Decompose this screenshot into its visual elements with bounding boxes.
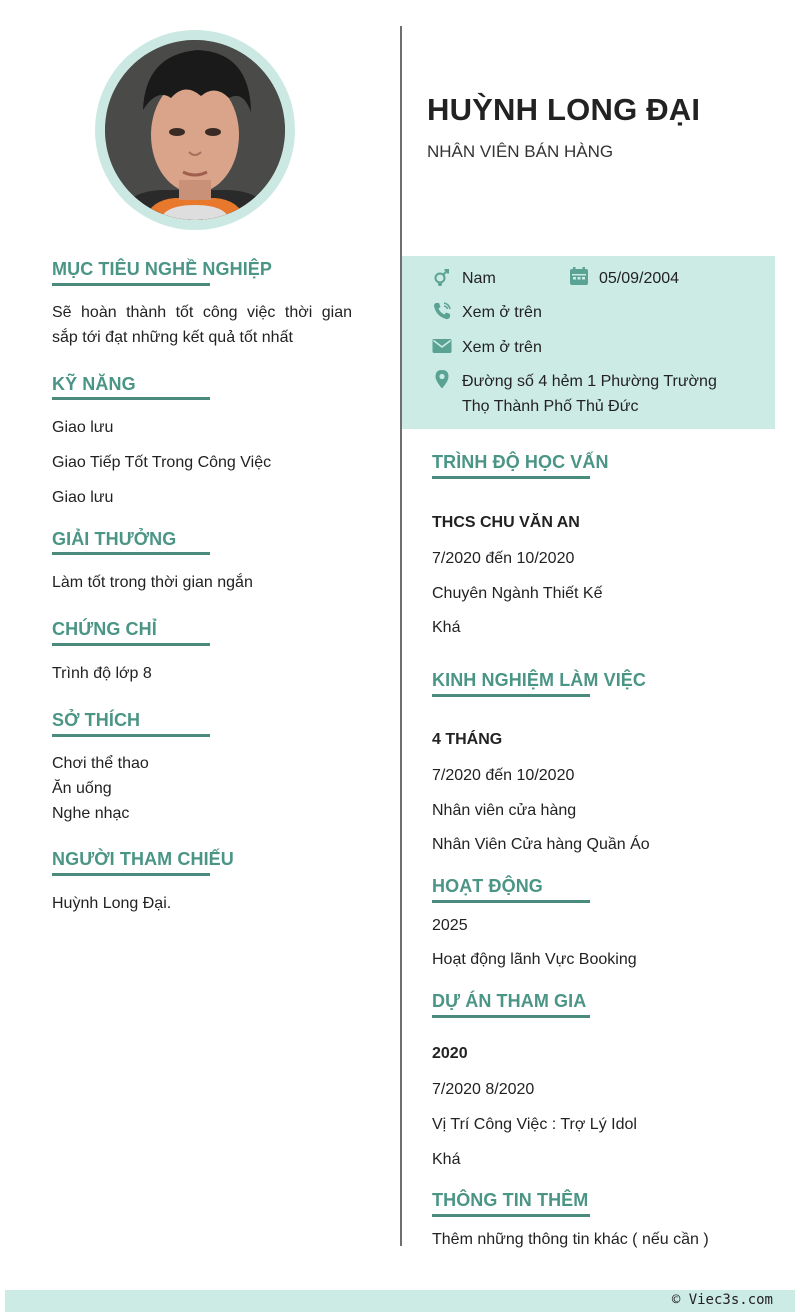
experience-description: Nhân Viên Cửa hàng Quần Áo: [432, 836, 650, 853]
skill-item: Giao Tiếp Tốt Trong Công Việc: [52, 454, 272, 471]
award-item: Làm tốt trong thời gian ngắn: [52, 574, 253, 591]
additional-info-title: THÔNG TIN THÊM: [432, 1190, 589, 1210]
experience-position: Nhân viên cửa hàng: [432, 802, 577, 819]
hobby-item: Chơi thể thao: [52, 755, 149, 772]
certificate-item: Trình độ lớp 8: [52, 665, 152, 682]
gender-value: Nam: [462, 270, 496, 287]
gender-icon: [432, 267, 452, 287]
objective-text-line-2: sắp tới đạt những kết quả tốt nhất: [52, 329, 293, 346]
reference-item: Huỳnh Long Đại.: [52, 895, 172, 912]
email-icon: [432, 336, 452, 356]
avatar: [95, 30, 295, 230]
experience-title: KINH NGHIỆM LÀM VIỆC: [432, 670, 647, 690]
references-title: NGƯỜI THAM CHIẾU: [52, 849, 234, 869]
section-underline: [52, 643, 210, 646]
project-grade: Khá: [432, 1151, 461, 1168]
education-title: TRÌNH ĐỘ HỌC VẤN: [432, 452, 609, 472]
activity-year: 2025: [432, 917, 468, 934]
project-role: Vị Trí Công Việc : Trợ Lý Idol: [432, 1116, 637, 1133]
hobby-item: Ăn uống: [52, 780, 112, 797]
section-underline: [52, 873, 210, 876]
experience-heading: 4 THÁNG: [432, 731, 503, 748]
section-underline: [432, 1015, 590, 1018]
birthdate-value: 05/09/2004: [599, 270, 680, 287]
job-title: NHÂN VIÊN BÁN HÀNG: [427, 142, 614, 161]
location-pin-icon: [432, 369, 452, 389]
education-grade: Khá: [432, 619, 461, 636]
address-line-2: Thọ Thành Phố Thủ Đức: [462, 398, 639, 415]
skill-item: Giao lưu: [52, 419, 114, 436]
footer-copyright: © Viec3s.com: [671, 1292, 773, 1308]
phone-value: Xem ở trên: [462, 304, 542, 321]
column-divider: [400, 26, 402, 1246]
section-underline: [52, 734, 210, 737]
calendar-icon: [569, 266, 589, 286]
email-value: Xem ở trên: [462, 339, 542, 356]
certificates-title: CHỨNG CHỈ: [52, 619, 157, 639]
project-heading: 2020: [432, 1045, 468, 1062]
education-period: 7/2020 đến 10/2020: [432, 550, 575, 567]
skills-title: KỸ NĂNG: [52, 374, 136, 394]
section-underline: [432, 1214, 590, 1217]
footer-bar: [5, 1290, 795, 1312]
hobbies-title: SỞ THÍCH: [52, 710, 141, 730]
avatar-photo: [105, 40, 285, 220]
awards-title: GIẢI THƯỞNG: [52, 529, 177, 549]
skill-item: Giao lưu: [52, 489, 114, 506]
address-line-1: Đường số 4 hẻm 1 Phường Trường: [462, 373, 717, 390]
experience-period: 7/2020 đến 10/2020: [432, 767, 575, 784]
additional-info-text: Thêm những thông tin khác ( nếu cần ): [432, 1231, 709, 1248]
project-period: 7/2020 8/2020: [432, 1081, 535, 1098]
section-underline: [432, 694, 590, 697]
section-underline: [52, 283, 210, 286]
projects-title: DỰ ÁN THAM GIA: [432, 991, 587, 1011]
phone-icon: [432, 301, 452, 321]
education-major: Chuyên Ngành Thiết Kế: [432, 585, 603, 602]
candidate-name: HUỲNH LONG ĐẠI: [427, 92, 701, 127]
section-underline: [432, 476, 590, 479]
education-school: THCS CHU VĂN AN: [432, 514, 580, 531]
activity-description: Hoạt động lãnh Vực Booking: [432, 951, 637, 968]
section-underline: [52, 397, 210, 400]
hobby-item: Nghe nhạc: [52, 805, 130, 822]
activities-title: HOẠT ĐỘNG: [432, 876, 543, 896]
section-underline: [432, 900, 590, 903]
section-underline: [52, 552, 210, 555]
objective-text-line-1: Sẽ hoàn thành tốt công việc thời gian: [52, 304, 352, 321]
objective-title: MỤC TIÊU NGHỀ NGHIỆP: [52, 259, 273, 279]
